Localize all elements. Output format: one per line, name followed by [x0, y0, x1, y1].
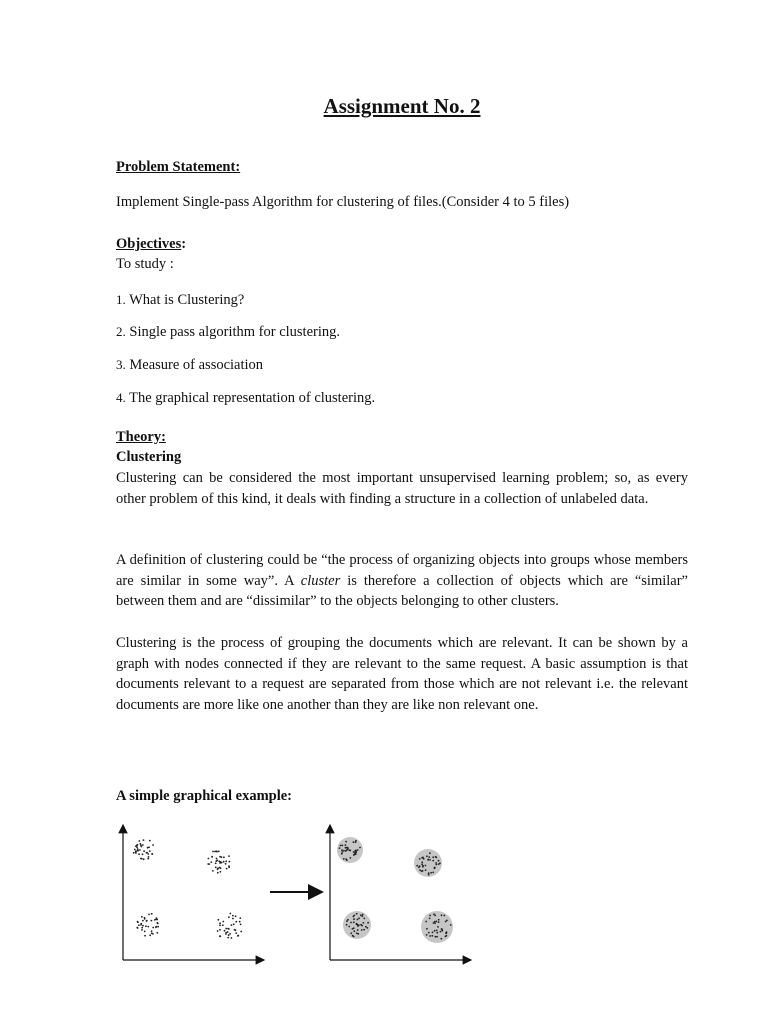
cluster-dot — [450, 924, 452, 926]
cluster-dot — [215, 867, 217, 869]
list-item-number: 1. — [116, 292, 126, 307]
cluster-dot — [436, 936, 438, 938]
cluster-dot — [147, 853, 149, 855]
objectives-heading: Objectives — [116, 236, 182, 252]
cluster-dot — [341, 849, 343, 851]
cluster-dot — [346, 849, 348, 851]
cluster-dot — [235, 921, 237, 923]
cluster-dot — [217, 867, 219, 869]
paragraph-3: Clustering is the process of grouping the documents which are relevant. It can be shown by a graph with nodes connected if they are relevant to the same request. A basic assumption is that documents relevant to a request are separated from those which are not relevant i.e. the relevant documents are more like one another than they are like non relevant one. — [116, 635, 688, 713]
cluster-dot — [353, 851, 355, 853]
cluster-dot — [445, 932, 447, 934]
cluster-dot — [212, 870, 214, 872]
cluster-dot — [356, 913, 358, 915]
cluster-dot — [362, 914, 364, 916]
list-item — [116, 290, 244, 310]
cluster-dot — [422, 857, 424, 859]
cluster-dot — [441, 914, 443, 916]
cluster-dot — [348, 926, 350, 928]
cluster-dot — [220, 871, 222, 873]
cluster-dot — [239, 917, 241, 919]
cluster-dot — [341, 851, 343, 853]
cluster-dot — [147, 858, 149, 860]
cluster-dot — [208, 858, 210, 860]
cluster-dot — [432, 932, 434, 934]
cluster-dot — [227, 937, 229, 939]
cluster-dot — [434, 867, 436, 869]
cluster-dot — [435, 864, 437, 866]
cluster-dot — [425, 921, 427, 923]
cluster-dot — [419, 858, 421, 860]
cluster-dot — [436, 921, 438, 923]
cluster-dot — [215, 860, 217, 862]
cluster-dot — [421, 863, 423, 865]
cluster-dot — [149, 840, 151, 842]
cluster-dot — [345, 844, 347, 846]
cluster-dot — [147, 926, 149, 928]
list-item-number: 4. — [116, 390, 126, 405]
cluster-dot — [438, 860, 440, 862]
cluster-dot — [443, 915, 445, 917]
cluster-dot — [148, 856, 150, 858]
cluster-dot — [432, 872, 434, 874]
cluster-dot — [225, 860, 227, 862]
cluster-dot — [224, 930, 226, 932]
cluster-dot — [421, 861, 423, 863]
cluster-dot — [425, 865, 427, 867]
paragraph-2 — [116, 550, 688, 612]
cluster-dot — [428, 932, 430, 934]
cluster-dot — [343, 850, 345, 852]
cluster-dot — [225, 933, 227, 935]
cluster-dot — [345, 841, 347, 843]
cluster-dot — [431, 935, 433, 937]
cluster-dot — [151, 853, 153, 855]
clustering-subheading: Clustering — [116, 449, 182, 465]
cluster-dot — [135, 850, 137, 852]
cluster-dot — [441, 930, 443, 932]
cluster-dot — [426, 928, 428, 930]
cluster-dot — [350, 857, 352, 859]
cluster-dot — [434, 915, 436, 917]
cluster-dot — [239, 921, 241, 923]
cluster-dot — [144, 935, 146, 937]
cluster-dot — [219, 856, 221, 858]
cluster-dot — [363, 918, 365, 920]
cluster-dot — [210, 861, 212, 863]
cluster-dot — [137, 844, 139, 846]
cluster-dot — [148, 914, 150, 916]
cluster-dot — [346, 920, 348, 922]
cluster-dot — [237, 935, 239, 937]
cluster-dot — [152, 933, 154, 935]
cluster-dot — [429, 918, 431, 920]
cluster-dot — [155, 919, 157, 921]
cluster-dot — [227, 928, 229, 930]
cluster-dot — [138, 924, 140, 926]
page-title: Assignment No. 2 — [323, 94, 481, 118]
cluster-dot — [346, 924, 348, 926]
cluster-dot — [435, 857, 437, 859]
problem-text: Implement Single-pass Algorithm for clustering of files.(Consider 4 to 5 files) — [116, 194, 570, 210]
cluster-dot — [363, 929, 365, 931]
cluster-dot — [361, 929, 363, 931]
cluster-dot — [152, 927, 154, 929]
cluster-dot — [208, 863, 210, 865]
cluster-dot — [353, 930, 355, 932]
cluster-dot — [359, 847, 361, 849]
list-item-text: Single pass algorithm for clustering. — [129, 324, 340, 340]
cluster-dots — [133, 839, 452, 939]
cluster-dot — [240, 931, 242, 933]
cluster-dot — [144, 918, 146, 920]
cluster-dot — [151, 920, 153, 922]
objectives-colon: : — [181, 236, 187, 252]
cluster-dot — [144, 931, 146, 933]
cluster-dot — [341, 845, 343, 847]
cluster-dot — [156, 932, 158, 934]
cluster-dot — [353, 927, 355, 929]
cluster-dot — [151, 913, 153, 915]
cluster-dot — [228, 934, 230, 936]
cluster-dot — [142, 920, 144, 922]
cluster-dot — [138, 853, 140, 855]
list-item-text: Measure of association — [129, 357, 264, 373]
cluster-dot — [218, 860, 220, 862]
cluster-dot — [228, 916, 230, 918]
cluster-dot — [142, 853, 144, 855]
cluster-dot — [139, 843, 141, 845]
cluster-dot — [219, 935, 221, 937]
cluster-dot — [216, 851, 218, 853]
cluster-dot — [352, 935, 354, 937]
cluster-dot — [227, 931, 229, 933]
cluster-dot — [440, 931, 442, 933]
cluster-dot — [229, 861, 231, 863]
cluster-dot — [422, 866, 424, 868]
cluster-dot — [346, 847, 348, 849]
cluster-dot — [439, 862, 441, 864]
cluster-dot — [366, 927, 368, 929]
cluster-dot — [221, 862, 223, 864]
cluster-dot — [429, 859, 431, 861]
cluster-dot — [434, 922, 436, 924]
cluster-dot — [217, 930, 219, 932]
cluster-dot — [157, 926, 159, 928]
cluster-dot — [233, 923, 235, 925]
cluster-dot — [350, 932, 352, 934]
cluster-dot — [367, 922, 369, 924]
list-item — [116, 322, 340, 342]
cluster-dot — [440, 938, 442, 940]
cluster-dot — [149, 934, 151, 936]
cluster-dot — [432, 856, 434, 858]
cluster-dot — [142, 844, 144, 846]
cluster-dot — [353, 841, 355, 843]
list-item — [116, 355, 263, 375]
cluster-dot — [136, 927, 138, 929]
list-item-number: 3. — [116, 357, 126, 372]
cluster-dot — [428, 856, 430, 858]
cluster-dot — [229, 913, 231, 915]
list-item-text: What is Clustering? — [129, 292, 245, 308]
cluster-dot — [339, 847, 341, 849]
cluster-dot — [434, 930, 436, 932]
example-heading: A simple graphical example: — [116, 788, 293, 804]
cluster-dot — [419, 869, 421, 871]
cluster-dot — [219, 922, 221, 924]
list-item — [116, 388, 375, 408]
cluster-dot — [152, 844, 154, 846]
cluster-dot — [436, 930, 438, 932]
cluster-dot — [360, 924, 362, 926]
list-item-text: The graphical representation of clustering. — [129, 390, 376, 406]
cluster-dot — [357, 919, 359, 921]
cluster-dot — [240, 924, 242, 926]
cluster-dot — [223, 861, 225, 863]
paragraph-1: Clustering can be considered the most important unsupervised learning problem; so, as every other problem of this kind, it deals with finding a structure in a collection of unlabeled data. — [116, 470, 688, 507]
cluster-dot — [354, 851, 356, 853]
cluster-dot — [149, 850, 151, 852]
cluster-dot — [357, 929, 359, 931]
cluster-dot — [211, 856, 213, 858]
cluster-dot — [418, 866, 420, 868]
cluster-dot — [217, 872, 219, 874]
cluster-dot — [142, 925, 144, 927]
cluster-dot — [222, 924, 224, 926]
cluster-dot — [345, 858, 347, 860]
cluster-dot — [226, 868, 228, 870]
cluster-dot — [446, 920, 448, 922]
cluster-dot — [219, 867, 221, 869]
cluster-dot — [225, 928, 227, 930]
cluster-dot — [426, 855, 428, 857]
cluster-dot — [428, 872, 430, 874]
list-item-number: 2. — [116, 324, 126, 339]
cluster-dot — [341, 853, 343, 855]
cluster-dot — [216, 858, 218, 860]
cluster-dot — [223, 856, 225, 858]
cluster-dot — [355, 841, 357, 843]
cluster-dot — [438, 921, 440, 923]
cluster-dot — [441, 928, 443, 930]
cluster-dot — [435, 936, 437, 938]
cluster-dot — [429, 852, 431, 854]
cluster-dot — [143, 858, 145, 860]
cluster-dot — [141, 858, 143, 860]
cluster-dot — [148, 846, 150, 848]
cluster-dot — [232, 915, 234, 917]
cluster-dot — [145, 925, 147, 927]
cluster-dot — [432, 860, 434, 862]
cluster-dot — [141, 927, 143, 929]
cluster-dot — [422, 870, 424, 872]
cluster-dot — [353, 921, 355, 923]
cluster-dot — [225, 863, 227, 865]
cluster-dot — [215, 862, 217, 864]
cluster-highlight — [421, 911, 453, 943]
cluster-dot — [355, 853, 357, 855]
cluster-dot — [138, 840, 140, 842]
clustering-figure — [116, 815, 486, 970]
cluster-dot — [234, 929, 236, 931]
cluster-dot — [353, 916, 355, 918]
cluster-dot — [231, 937, 233, 939]
cluster-dot — [416, 865, 418, 867]
cluster-dot — [140, 924, 142, 926]
cluster-dot — [427, 859, 429, 861]
cluster-dot — [218, 851, 220, 853]
cluster-dot — [356, 932, 358, 934]
cluster-dot — [445, 936, 447, 938]
cluster-dot — [155, 926, 157, 928]
cluster-dot — [219, 924, 221, 926]
cluster-dot — [365, 926, 367, 928]
cluster-dot — [436, 932, 438, 934]
cluster-dot — [362, 922, 364, 924]
cluster-dot — [235, 932, 237, 934]
cluster-dot — [137, 849, 139, 851]
cluster-dot — [429, 915, 431, 917]
cluster-dot — [137, 921, 139, 923]
cluster-dot — [146, 852, 148, 854]
cluster-dot — [136, 846, 138, 848]
cluster-dot — [134, 849, 136, 851]
paragraph-2-start: A definition of clustering could be “the process of organizing objects into groups whose members are similar in some way”. A — [116, 552, 688, 589]
cluster-dot — [228, 855, 230, 857]
cluster-dot — [235, 915, 237, 917]
cluster-dot — [146, 920, 148, 922]
cluster-dot — [426, 934, 428, 936]
cluster-dot — [357, 849, 359, 851]
cluster-dot — [429, 935, 431, 937]
cluster-dot — [349, 850, 351, 852]
cluster-dot — [361, 915, 363, 917]
cluster-dot — [143, 839, 145, 841]
cluster-dot — [430, 872, 432, 874]
paragraph-2-end: is therefore a collection of objects which are “similar” between them and are “dissimilar” to the objects belonging to other clusters. — [116, 572, 688, 609]
objectives-intro: To study : — [116, 256, 174, 272]
cluster-dot — [133, 852, 135, 854]
cluster-dot — [343, 858, 345, 860]
cluster-dot — [212, 851, 214, 853]
objectives-heading-line — [116, 234, 186, 254]
cluster-dot — [228, 865, 230, 867]
cluster-dot — [141, 916, 143, 918]
cluster-dot — [357, 924, 359, 926]
cluster-dot — [156, 922, 158, 924]
cluster-dot — [340, 845, 342, 847]
cluster-dot — [353, 918, 355, 920]
problem-heading: Problem Statement: — [116, 159, 241, 175]
cluster-dot — [151, 930, 153, 932]
cluster-dot — [232, 918, 234, 920]
cluster-dot — [222, 921, 224, 923]
cluster-dot — [358, 917, 360, 919]
cluster-dot — [219, 929, 221, 931]
cluster-dot — [143, 850, 145, 852]
cluster-dot — [425, 869, 427, 871]
cluster-dot — [438, 919, 440, 921]
cluster-dot — [433, 922, 435, 924]
cluster-dot — [231, 924, 233, 926]
cluster-dot — [139, 849, 141, 851]
cluster-dot — [141, 929, 143, 931]
cluster-term: cluster — [300, 572, 341, 589]
theory-heading: Theory: — [116, 429, 166, 445]
cluster-dot — [229, 933, 231, 935]
cluster-dot — [350, 922, 352, 924]
cluster-dot — [217, 919, 219, 921]
cluster-dot — [437, 926, 439, 928]
